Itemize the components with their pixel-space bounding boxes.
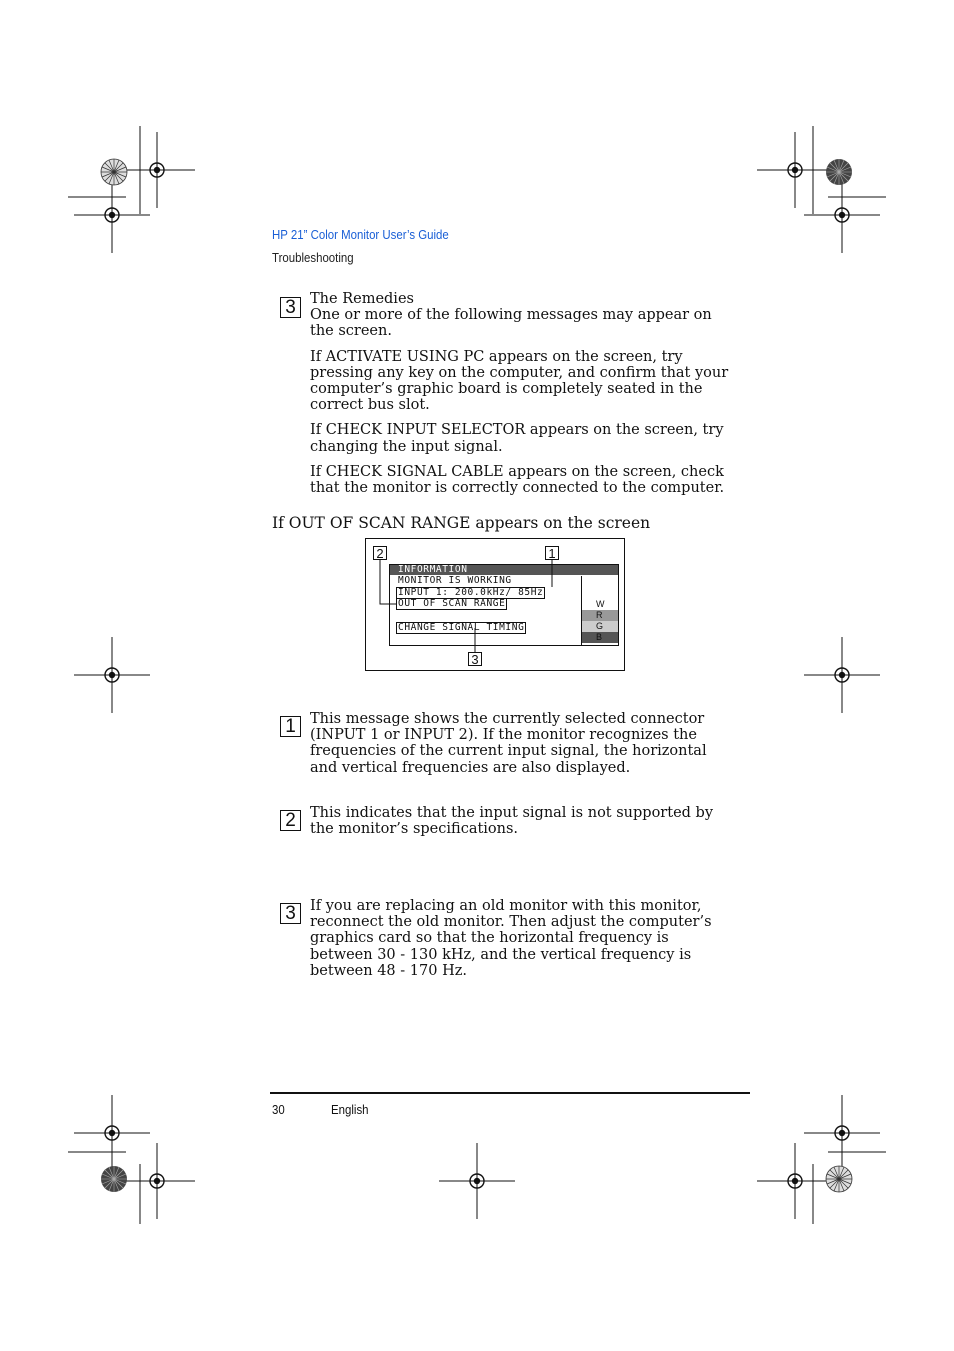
footer-rule [270,1092,750,1094]
remedy-item: If CHECK SIGNAL CABLE appears on the screen, check that the monitor is correctly connected to the computer. [310,463,725,497]
running-header-title: HP 21” Color Monitor User’s Guide [272,227,449,242]
callout-badge: 3 [468,652,482,666]
page-number: 30 [272,1102,285,1117]
osd-color-r: R [582,610,618,621]
note-text: If you are replacing an old monitor with this monitor, reconnect the old monitor. Then adjust the computer’s graphics card so that the horizontal frequency is between 30 - 130 kHz, and the vertical frequency is between 48 - 170 Hz. [310,898,712,979]
osd-color-b: B [582,632,618,643]
running-header-section: Troubleshooting [272,250,354,265]
note-text: This indicates that the input signal is not supported by the monitor’s specifications. [310,805,714,838]
osd-input-line: INPUT 1: 200.0kHz/ 85Hz [398,587,544,598]
step-number-badge: 3 [280,297,301,318]
remedy-item: If ACTIVATE USING PC appears on the screen, try pressing any key on the computer, and confirm that your computer’s graphic board is completely seated in the correct bus slot. [310,348,729,414]
osd-change-timing-line: CHANGE SIGNAL TIMING [398,622,525,633]
osd-scan-range-line: OUT OF SCAN RANGE [398,598,506,609]
remedies-intro: One or more of the following messages may appear on the screen. [310,307,712,340]
note-number-badge: 1 [280,716,301,737]
note-number-badge: 3 [280,903,301,924]
remedies-title: The Remedies [310,291,414,307]
remedy-item: If CHECK INPUT SELECTOR appears on the screen, try changing the input signal. [310,422,724,455]
osd-title: INFORMATION [398,564,468,575]
callout-badge: 1 [545,546,559,560]
osd-color-g: G [582,621,618,632]
note-text: This message shows the currently selected connector (INPUT 1 or INPUT 2). If the monitor recognizes the frequencies of the current input signal, the horizontal and vertical frequencies are also displayed. [310,711,707,776]
osd-color-w: W [582,599,618,610]
osd-status-line: MONITOR IS WORKING [398,575,512,586]
note-number-badge: 2 [280,810,301,831]
footer-language: English [331,1102,369,1117]
callout-badge: 2 [373,546,387,560]
scan-range-heading: If OUT OF SCAN RANGE appears on the screen [272,514,651,532]
